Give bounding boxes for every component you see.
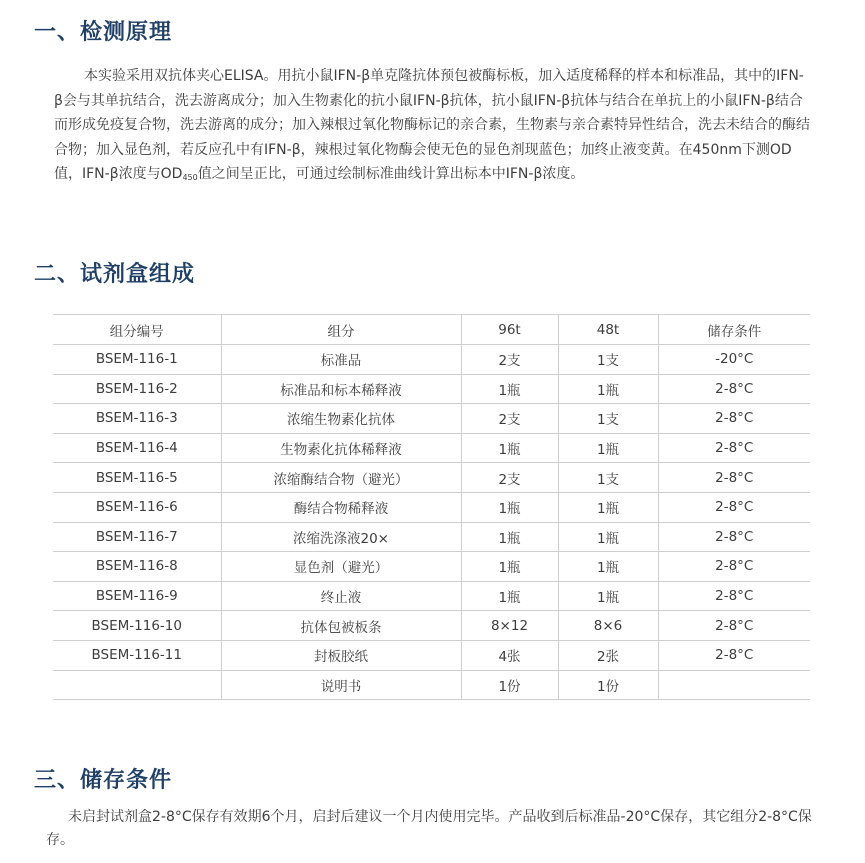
table-row	[53, 492, 810, 522]
cell-48t: 1份	[558, 670, 658, 700]
cell-48t: 1支	[558, 404, 658, 434]
cell-component: 终止液	[221, 581, 461, 611]
cell-storage: 2-8°C	[658, 404, 810, 434]
table-row	[53, 522, 810, 552]
cell-48t: 1瓶	[558, 374, 658, 404]
cell-96t: 1瓶	[461, 581, 558, 611]
cell-code: BSEM-116-11	[53, 640, 221, 670]
cell-code: BSEM-116-6	[53, 492, 221, 522]
cell-96t: 1瓶	[461, 552, 558, 582]
table-row	[53, 404, 810, 434]
table-row	[53, 640, 810, 670]
header-96t: 96t	[461, 315, 558, 345]
cell-code: BSEM-116-7	[53, 522, 221, 552]
principle-text: 本实验采用双抗体夹心ELISA。用抗小鼠IFN-β单克隆抗体预包被酶标板，加入适度稀释的样本和标准品，其中的IFN-β会与其单抗结合，洗去游离成分；加入生物素化的抗小鼠IFN-β抗体，抗小鼠IFN-β抗体与结合在单抗上的小鼠IFN-β结合而形成免疫复合物，洗去游离的成分；加入辣根过氧化物酶标记的亲合素，生物素与亲合素特异性结合，洗去未结合的酶结合物；加入显色剂，若反应孔中有IFN-β，辣根过氧化物酶会使无色的显色剂现蓝色；加终止液变黄。在450nm下测OD值，IFN-β浓度与OD	[54, 68, 810, 182]
header-48t: 48t	[558, 315, 658, 345]
cell-code: BSEM-116-9	[53, 581, 221, 611]
cell-48t: 1瓶	[558, 552, 658, 582]
cell-96t: 1瓶	[461, 433, 558, 463]
cell-storage: 2-8°C	[658, 433, 810, 463]
cell-code: BSEM-116-2	[53, 374, 221, 404]
header-component: 组分	[221, 315, 461, 345]
cell-component: 浓缩酶结合物（避光）	[221, 463, 461, 493]
cell-96t: 1份	[461, 670, 558, 700]
cell-96t: 4张	[461, 640, 558, 670]
cell-48t: 2张	[558, 640, 658, 670]
cell-96t: 2支	[461, 463, 558, 493]
cell-component: 浓缩洗涤液20×	[221, 522, 461, 552]
cell-48t: 8×6	[558, 611, 658, 641]
storage-text: 未启封试剂盒2-8°C保存有效期6个月，启封后建议一个月内使用完毕。产品收到后标准品-20°C保存，其它组分2-8°C保存。	[46, 809, 812, 848]
cell-48t: 1瓶	[558, 522, 658, 552]
cell-96t: 8×12	[461, 611, 558, 641]
cell-component: 生物素化抗体稀释液	[221, 433, 461, 463]
cell-storage: 2-8°C	[658, 611, 810, 641]
storage-paragraph	[46, 806, 826, 852]
cell-storage: 2-8°C	[658, 552, 810, 582]
cell-code: BSEM-116-4	[53, 433, 221, 463]
cell-48t: 1瓶	[558, 433, 658, 463]
table-row	[53, 345, 810, 375]
table-row	[53, 581, 810, 611]
cell-storage: 2-8°C	[658, 463, 810, 493]
table-row	[53, 670, 810, 700]
table-row	[53, 611, 810, 641]
cell-code: BSEM-116-1	[53, 345, 221, 375]
cell-96t: 1瓶	[461, 492, 558, 522]
cell-component: 封板胶纸	[221, 640, 461, 670]
cell-storage: 2-8°C	[658, 374, 810, 404]
principle-text-end: 值之间呈正比，可通过绘制标准曲线计算出标本中IFN-β浓度。	[197, 166, 585, 182]
cell-48t: 1支	[558, 463, 658, 493]
cell-component: 显色剂（避光）	[221, 552, 461, 582]
table-row	[53, 433, 810, 463]
cell-code: BSEM-116-10	[53, 611, 221, 641]
cell-component: 浓缩生物素化抗体	[221, 404, 461, 434]
table-row	[53, 552, 810, 582]
header-code: 组分编号	[53, 315, 221, 345]
cell-component: 标准品	[221, 345, 461, 375]
header-storage: 储存条件	[658, 315, 810, 345]
cell-storage: 2-8°C	[658, 640, 810, 670]
table-header-row	[53, 315, 810, 345]
cell-96t: 1瓶	[461, 522, 558, 552]
cell-96t: 2支	[461, 345, 558, 375]
cell-96t: 2支	[461, 404, 558, 434]
cell-96t: 1瓶	[461, 374, 558, 404]
cell-storage	[658, 670, 810, 700]
cell-component: 抗体包被板条	[221, 611, 461, 641]
cell-component: 酶结合物稀释液	[221, 492, 461, 522]
section-title-kit: 二、试剂盒组成	[34, 262, 196, 287]
cell-component: 标准品和标本稀释液	[221, 374, 461, 404]
section-title-principle: 一、检测原理	[34, 20, 173, 45]
cell-code	[53, 670, 221, 700]
cell-48t: 1瓶	[558, 492, 658, 522]
kit-components-table	[53, 314, 810, 700]
table-row	[53, 463, 810, 493]
od-subscript: 450	[182, 173, 198, 182]
cell-component: 说明书	[221, 670, 461, 700]
cell-storage: -20°C	[658, 345, 810, 375]
cell-storage: 2-8°C	[658, 522, 810, 552]
cell-storage: 2-8°C	[658, 581, 810, 611]
principle-paragraph	[54, 64, 812, 189]
cell-code: BSEM-116-3	[53, 404, 221, 434]
table-row	[53, 374, 810, 404]
cell-48t: 1瓶	[558, 581, 658, 611]
cell-code: BSEM-116-5	[53, 463, 221, 493]
cell-code: BSEM-116-8	[53, 552, 221, 582]
section-title-storage: 三、储存条件	[34, 768, 173, 793]
cell-storage: 2-8°C	[658, 492, 810, 522]
cell-48t: 1支	[558, 345, 658, 375]
